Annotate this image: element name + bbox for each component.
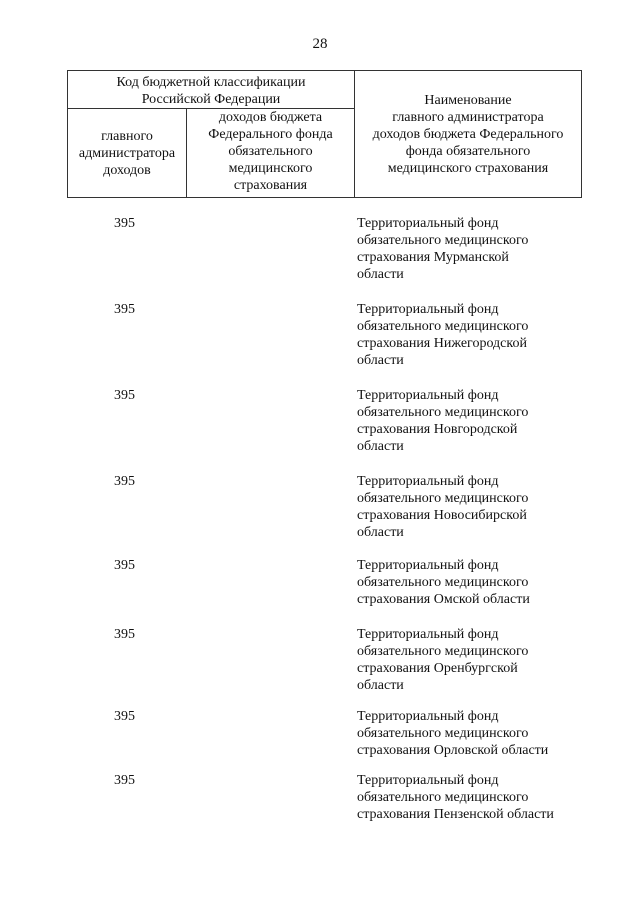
row-name: Территориальный фонд обязательного медицинского страхования Омской области — [357, 558, 530, 607]
row-code: 395 — [114, 216, 135, 231]
header-budget-code-group: Код бюджетной классификации Российской Федерации — [68, 71, 355, 109]
row-code: 395 — [114, 709, 135, 724]
row-name: Территориальный фонд обязательного медицинского страхования Мурманской области — [357, 216, 529, 282]
row-code: 395 — [114, 474, 135, 489]
row-code: 395 — [114, 627, 135, 642]
row-code: 395 — [114, 388, 135, 403]
header-administrator-name: Наименование главного администратора доходов бюджета Федерального фонда обязательного медицинского страхования — [372, 92, 564, 176]
row-name: Территориальный фонд обязательного медицинского страхования Орловской области — [357, 709, 549, 758]
row-code: 395 — [114, 302, 135, 317]
page-number: 28 — [312, 36, 328, 52]
row-code: 395 — [114, 773, 135, 788]
row-name: Территориальный фонд обязательного медицинского страхования Новгородской области — [357, 388, 529, 454]
row-name: Территориальный фонд обязательного медицинского страхования Нижегородской области — [357, 302, 529, 368]
row-code: 395 — [114, 558, 135, 573]
header-chief-administrator: главного администратора доходов — [68, 109, 187, 197]
row-name: Территориальный фонд обязательного медицинского страхования Новосибирской области — [357, 474, 529, 540]
row-name: Территориальный фонд обязательного медицинского страхования Оренбургской области — [357, 627, 529, 693]
row-name: Территориальный фонд обязательного медицинского страхования Пензенской области — [357, 773, 554, 822]
header-fund-income: доходов бюджета Федерального фонда обязательного медицинского страхования — [187, 109, 355, 197]
